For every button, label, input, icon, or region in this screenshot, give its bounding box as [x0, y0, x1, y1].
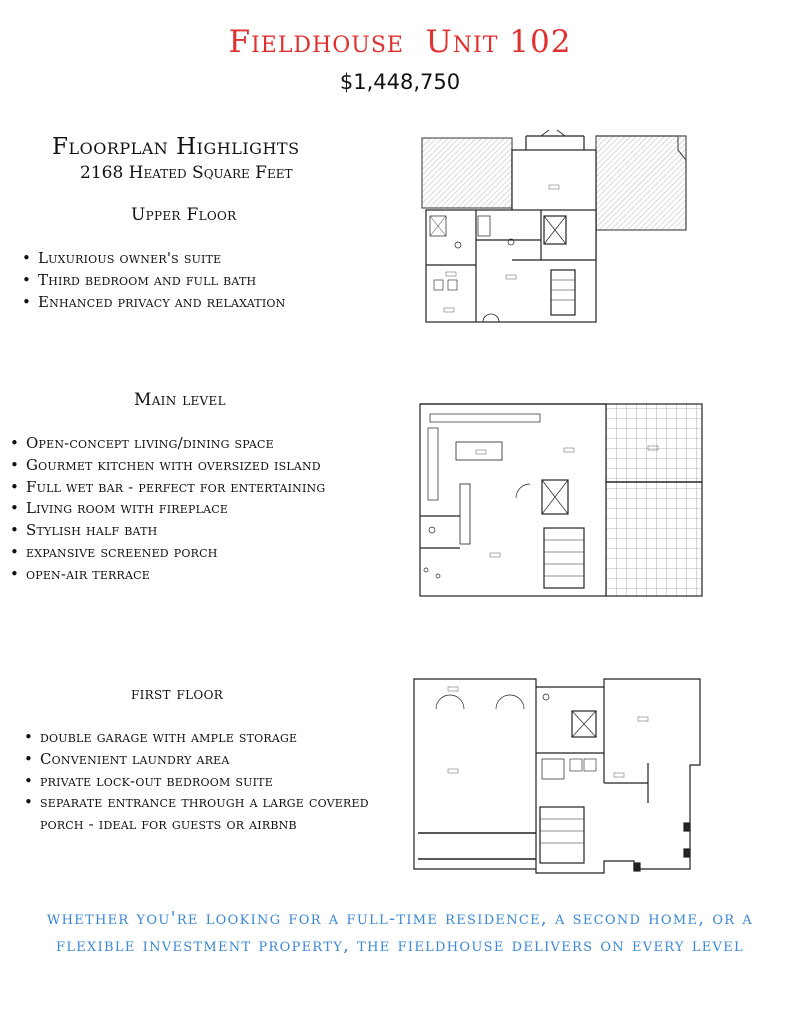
upper-floor-plan: [416, 130, 706, 330]
price: $1,448,750: [339, 70, 461, 94]
main-level-heading: Main level: [134, 390, 226, 410]
list-item: • Full wet bar - perfect for entertaining: [8, 477, 392, 499]
highlights-heading: Floorplan Highlights: [52, 134, 300, 160]
list-item: • open-air terrace: [8, 564, 392, 586]
page-title: Fieldhouse Unit 102: [228, 24, 572, 60]
list-item: • Luxurious owner's suite: [20, 248, 380, 270]
first-floor-heading: first floor: [131, 684, 224, 704]
list-item: • Convenient laundry area: [22, 749, 372, 771]
first-floor-list: [22, 727, 372, 836]
list-item: • private lock-out bedroom suite: [22, 771, 372, 793]
list-item: • expansive screened porch: [8, 542, 392, 564]
upper-floor-list: [20, 248, 380, 313]
list-item: • double garage with ample storage: [22, 727, 372, 749]
upper-floor-heading: Upper Floor: [131, 205, 237, 225]
list-item: • separate entrance through a large covered porch - ideal for guests or airbnb: [22, 792, 372, 836]
square-footage: 2168 Heated Square Feet: [80, 163, 293, 183]
list-item: • Open-concept living/dining space: [8, 433, 392, 455]
main-level-list: [8, 433, 392, 586]
footer-tagline: whether you're looking for a full-time residence, a second home, or a flexible investment property, the fieldhouse delivers on every level: [46, 908, 754, 956]
list-item: • Third bedroom and full bath: [20, 270, 380, 292]
list-item: • Gourmet kitchen with oversized island: [8, 455, 392, 477]
first-floor-plan: [408, 673, 708, 883]
list-item: • Stylish half bath: [8, 520, 392, 542]
list-item: • Enhanced privacy and relaxation: [20, 292, 380, 314]
list-item: • Living room with fireplace: [8, 498, 392, 520]
main-level-plan: [416, 398, 708, 603]
